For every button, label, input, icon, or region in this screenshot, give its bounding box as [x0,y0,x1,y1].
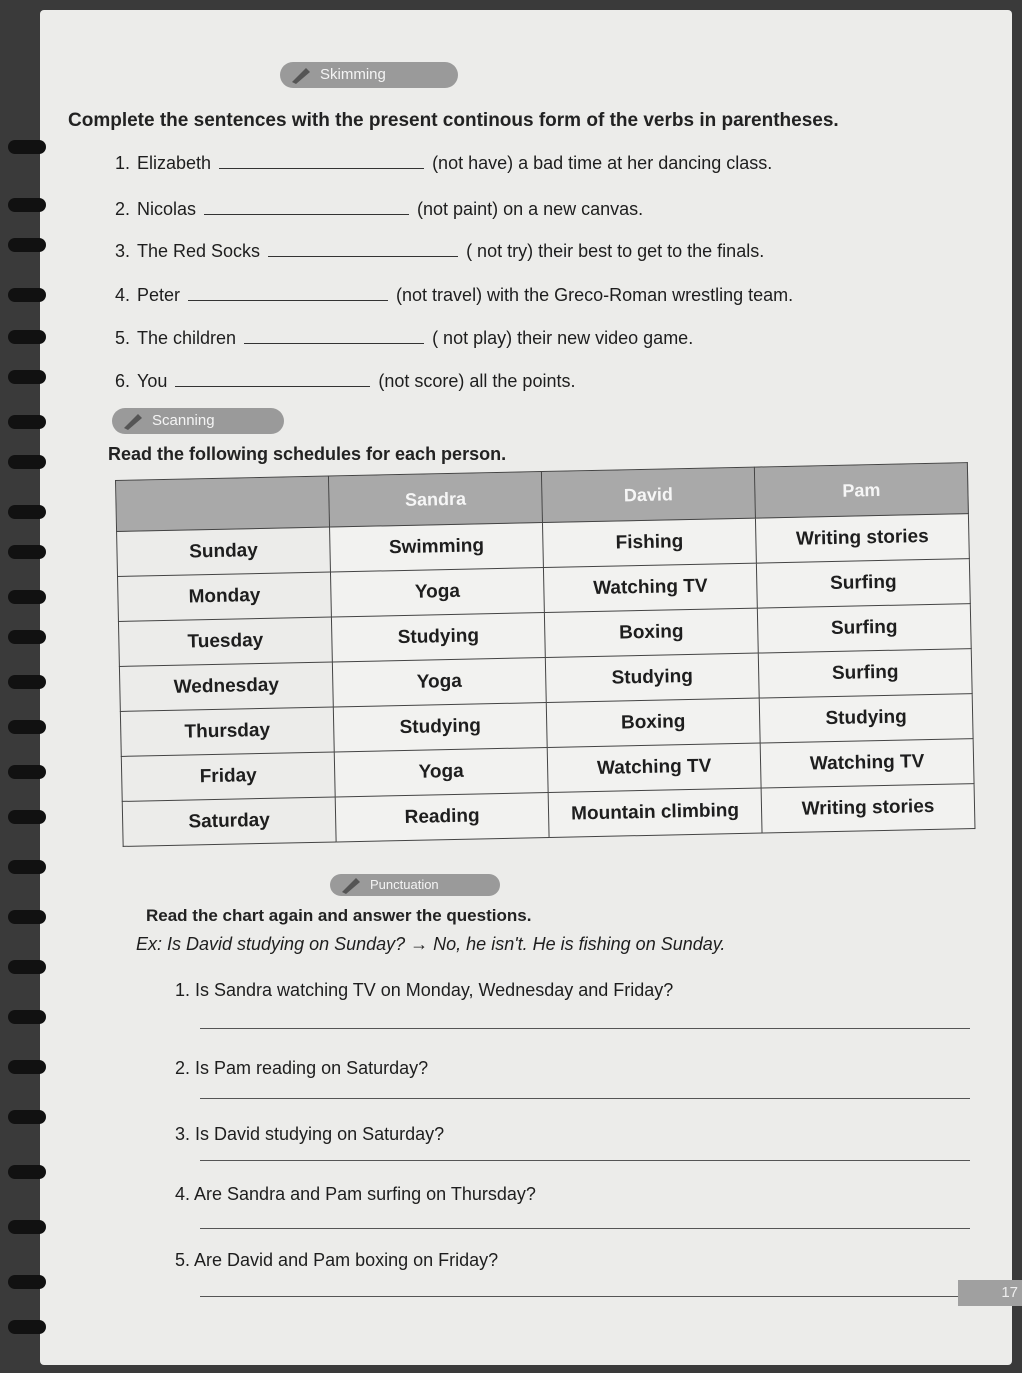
activity-cell: Swimming [330,523,544,572]
activity-cell: Watching TV [547,743,761,792]
binding-ring [8,1165,46,1179]
binding-ring [8,140,46,154]
binding-ring [8,238,46,252]
activity-cell: Reading [335,792,549,841]
activity-cell: Studying [545,653,759,702]
activity-cell: Surfing [757,604,971,653]
day-cell: Saturday [122,797,336,846]
table-header-corner [116,476,330,531]
binding-ring [8,720,46,734]
activity-cell: Writing stories [761,784,975,833]
binding-ring [8,630,46,644]
answer-blank[interactable] [188,282,388,301]
instructions-read-schedules: Read the following schedules for each person. [108,444,507,464]
binding-ring [8,288,46,302]
binding-ring [8,1275,46,1289]
answer-blank[interactable] [268,238,458,257]
activity-cell: Studying [331,613,545,662]
binding-ring [8,505,46,519]
question-item: 3. Is David studying on Saturday? [175,1124,445,1144]
instructions-answer-questions: Read the chart again and answer the questions. [146,906,532,925]
activity-cell: Studying [333,703,547,752]
activity-cell: Yoga [330,568,544,617]
binding-ring [8,545,46,559]
binding-ring [8,960,46,974]
binding-ring [8,455,46,469]
binding-ring [8,370,46,384]
punctuation-section-label: Punctuation [330,874,500,896]
activity-cell: Fishing [542,518,756,567]
question-item: 5. Are David and Pam boxing on Friday? [175,1250,499,1270]
binding-ring [8,198,46,212]
scanning-section-label: Scanning [112,408,284,434]
answer-line[interactable] [200,1160,970,1161]
spiral-binding [0,120,70,1360]
day-cell: Thursday [120,707,334,756]
sentence-item: 6. You (not score) all the points. [115,368,875,396]
binding-ring [8,415,46,429]
day-cell: Wednesday [119,662,333,711]
day-cell: Monday [118,572,332,621]
pen-icon [122,412,144,430]
sentence-item: 4. Peter (not travel) with the Greco-Roman wrestling team. [115,282,875,310]
sentence-item: 2. Nicolas (not paint) on a new canvas. [115,196,875,224]
answer-blank[interactable] [175,368,370,387]
activity-cell: Writing stories [755,514,969,563]
activity-cell: Yoga [332,658,546,707]
activity-cell: Boxing [544,608,758,657]
question-item: 4. Are Sandra and Pam surfing on Thursday? [175,1184,536,1204]
binding-ring [8,330,46,344]
answer-line[interactable] [200,1028,970,1029]
skimming-section-label: Skimming [280,62,458,88]
binding-ring [8,1110,46,1124]
schedule-table [115,462,975,847]
table-header-sandra: Sandra [328,472,542,527]
sentence-item: 5. The children ( not play) their new video game. [115,325,875,353]
sentence-item: 3. The Red Socks ( not try) their best to get to the finals. [115,238,875,266]
answer-blank[interactable] [219,150,424,169]
pen-icon [340,876,362,894]
table-header-david: David [541,467,755,522]
example-question: Ex: Is David studying on Sunday? → No, he isn't. He is fishing on Sunday. [136,934,726,954]
answer-line[interactable] [200,1296,970,1297]
activity-cell: Surfing [756,559,970,608]
binding-ring [8,860,46,874]
day-cell: Sunday [117,527,331,576]
pen-icon [290,66,312,84]
activity-cell: Mountain climbing [548,788,762,837]
page-number: 17 [958,1280,1022,1306]
activity-cell: Yoga [334,748,548,797]
binding-ring [8,1220,46,1234]
binding-ring [8,1010,46,1024]
binding-ring [8,765,46,779]
activity-cell: Boxing [546,698,760,747]
activity-cell: Watching TV [543,563,757,612]
binding-ring [8,910,46,924]
binding-ring [8,810,46,824]
activity-cell: Surfing [758,649,972,698]
binding-ring [8,1060,46,1074]
instructions-complete-sentences: Complete the sentences with the present continous form of the verbs in parentheses. [68,110,839,131]
sentence-item: 1. Elizabeth (not have) a bad time at her dancing class. [115,150,875,178]
table-header-pam: Pam [754,463,968,518]
activity-cell: Watching TV [760,739,974,788]
day-cell: Tuesday [118,617,332,666]
question-item: 1. Is Sandra watching TV on Monday, Wednesday and Friday? [175,980,674,1000]
binding-ring [8,1320,46,1334]
question-item: 2. Is Pam reading on Saturday? [175,1058,429,1078]
binding-ring [8,675,46,689]
activity-cell: Studying [759,694,973,743]
binding-ring [8,590,46,604]
answer-blank[interactable] [244,325,424,344]
answer-line[interactable] [200,1098,970,1099]
answer-line[interactable] [200,1228,970,1229]
answer-blank[interactable] [204,196,409,215]
day-cell: Friday [121,752,335,801]
